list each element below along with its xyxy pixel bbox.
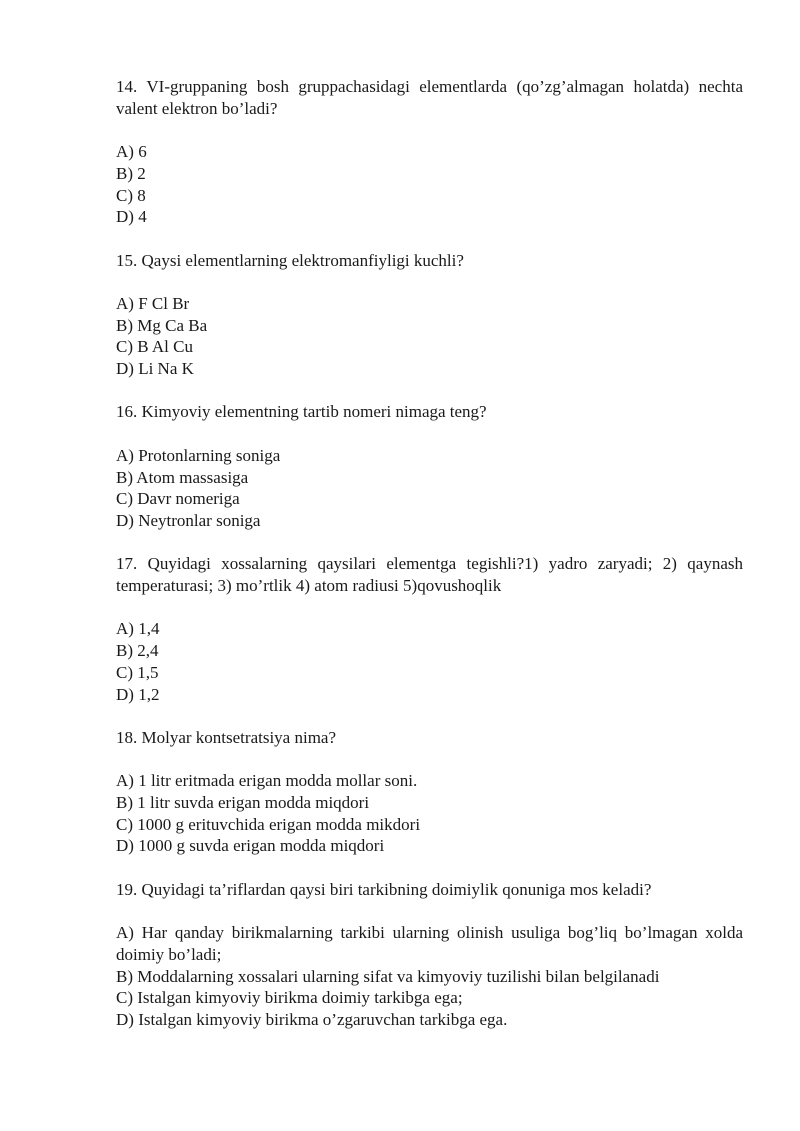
answer-options: [116, 445, 743, 532]
option-c: C) Istalgan kimyoviy birikma doimiy tarkibga ega;: [116, 988, 463, 1008]
option-b: B) 2: [116, 163, 146, 183]
answer-options: [116, 141, 743, 228]
option-c: C) Davr nomeriga: [116, 489, 240, 509]
option-a: A) Har qanday birikmalarning tarkibi ularning olinish usuliga bog’liq bo’lmagan xolda doimiy bo’ladi;: [116, 923, 743, 964]
option-c: C) 8: [116, 185, 146, 205]
option-a: A) 1 litr eritmada erigan modda mollar soni.: [116, 771, 418, 791]
option-b: B) Mg Ca Ba: [116, 315, 208, 335]
option-a: A) 1,4: [116, 619, 160, 639]
question-18: [116, 727, 743, 857]
question-14: [116, 76, 743, 228]
option-d: D) Neytronlar soniga: [116, 510, 261, 530]
question-19: [116, 879, 743, 1031]
answer-options: [116, 293, 743, 380]
option-a: A) F Cl Br: [116, 293, 190, 313]
option-d: D) Li Na K: [116, 359, 194, 379]
question-15: [116, 250, 743, 380]
question-16: [116, 401, 743, 531]
question-text: 16. Kimyoviy elementning tartib nomeri nimaga teng?: [116, 402, 487, 422]
option-b: B) Atom massasiga: [116, 467, 249, 487]
question-text: 17. Quyidagi xossalarning qaysilari elementga tegishli?1) yadro zaryadi; 2) qaynash temperaturasi; 3) mo’rtlik 4) atom radiusi 5)qovushoqlik: [116, 554, 743, 596]
option-a: A) Protonlarning soniga: [116, 445, 281, 465]
document-page: [116, 76, 743, 1052]
option-d: D) 1000 g suvda erigan modda miqdori: [116, 836, 385, 856]
option-c: C) B Al Cu: [116, 337, 193, 357]
question-text: 14. VI-gruppaning bosh gruppachasidagi elementlarda (qo’zg’almagan holatda) nechta valent elektron bo’ladi?: [116, 77, 743, 118]
option-b: B) Moddalarning xossalari ularning sifat va kimyoviy tuzilishi bilan belgilanadi: [116, 966, 660, 986]
question-text: 15. Qaysi elementlarning elektromanfiyligi kuchli?: [116, 250, 464, 270]
answer-options: [116, 618, 743, 705]
option-b: B) 2,4: [116, 641, 159, 661]
question-text: 19. Quyidagi ta’riflardan qaysi biri tarkibning doimiylik qonuniga mos keladi?: [116, 879, 652, 899]
option-c: C) 1,5: [116, 662, 159, 682]
option-d: D) 4: [116, 207, 147, 227]
answer-options: [116, 770, 743, 857]
question-text: 18. Molyar kontsetratsiya nima?: [116, 727, 337, 747]
option-d: D) Istalgan kimyoviy birikma o’zgaruvchan tarkibga ega.: [116, 1010, 508, 1030]
option-d: D) 1,2: [116, 684, 160, 704]
option-a: A) 6: [116, 142, 147, 162]
option-b: B) 1 litr suvda erigan modda miqdori: [116, 793, 370, 813]
option-c: C) 1000 g erituvchida erigan modda mikdori: [116, 814, 421, 834]
answer-options: [116, 922, 743, 1031]
question-17: [116, 553, 743, 705]
